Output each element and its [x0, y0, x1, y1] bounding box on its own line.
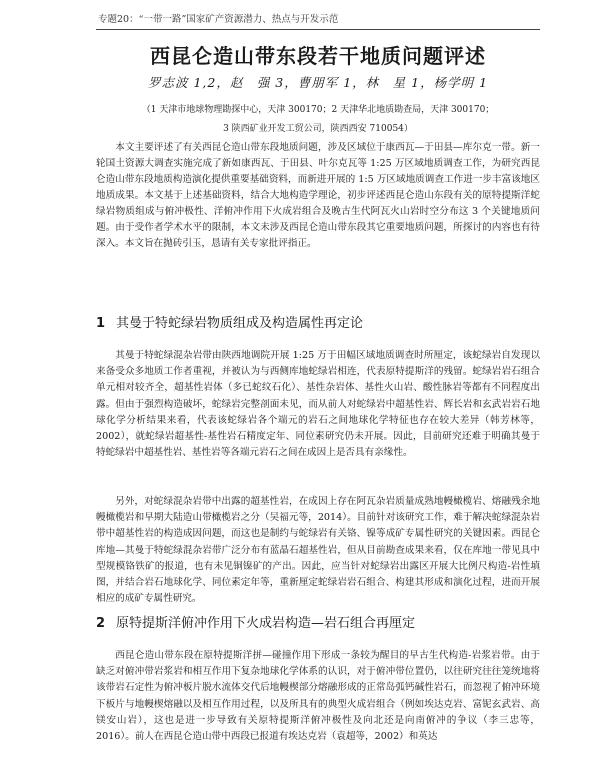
- section-number: 2: [96, 616, 106, 631]
- abstract-paragraph: 本文主要评述了有关西昆仑造山带东段地质问题，涉及区域位于康西瓦—于田县—库尔克一带。新一轮国土资源大调查实施完成了新如康西瓦、于田县、叶尔克瓦等 1:25 万区域地质调查工作，为研究西昆仑造山带东段地质构造演化提供重要基础资料，而新进开展的 1:5 万区域地质调查工作进一步丰富该地区地质成果。本文基于上述基础资料，结合大地构造学理论，初步评述西昆仑造山东段有关的原特提斯洋蛇绿岩物质组成与俯冲极性、洋俯冲作用下火成岩组合及晚古生代阿瓦火山岩时空分布这 3 个关键地质问题。由于受作者学术水平的限制，本文未涉及西昆仑造山带东段其它重要地质问题，所探讨的内容也有待深入。本文旨在抛砖引玉，恳请有关专家批评指正。: [96, 142, 540, 249]
- affiliation-line-1: （1 天津市地球物理勘探中心，天津 300170；2 天津华北地质勘查局，天津 300170；: [141, 105, 495, 115]
- running-head: 专题20：“一带一路”国家矿产资源潜力、热点与开发示范: [98, 14, 339, 25]
- paper-title: 西昆仑造山带东段若干地质问题评述: [150, 44, 486, 68]
- section-title: 其曼于特蛇绿岩物质组成及构造属性再定论: [116, 316, 364, 331]
- author-list: 罗志波 1,2，赵 强 3，曹朋军 1，林 星 1，杨学明 1: [147, 75, 489, 90]
- section-heading-2: [96, 612, 540, 631]
- affiliation-line-2: 3 陕西矿业开发工贸公司，陕西西安 710054）: [223, 124, 413, 134]
- section-title: 原特提斯洋俯冲作用下火成岩构造—岩石组合再厘定: [116, 616, 416, 631]
- section-heading-1: [96, 312, 540, 331]
- body-paragraph: 西昆仑造山带东段在原特提斯洋拼—碰撞作用下形成一条较为醒目的早古生代构造-岩浆岩带。由于缺乏对俯冲带岩浆岩和相互作用下复杂地球化学体系的认识，对于俯冲带位置仍，以往研究往往笼统地将该带岩石定性为俯冲板片脱水流体交代后地幔楔部分熔融形成的正常岛弧钙碱性岩石，而忽视了俯冲环境下板片与地幔楔熔融以及相互作用过程，以及所具有的典型火成岩组合（例如埃达克岩、富铌玄武岩、高镁安山岩），这也是进一步导致有关原特提斯洋俯冲极性及向北还是向南俯冲的争议（李三忠等，2016）。前人在西昆仑造山带中西段已报道有埃达克岩（袁超等，2002）和英达: [96, 650, 540, 743]
- section-number: 1: [96, 316, 106, 331]
- header-rule: [96, 29, 540, 30]
- body-paragraph: 另外，对蛇绿混杂岩带中出露的超基性岩，在成因上存在阿瓦杂岩质量成熟地幔橄榄岩、熔融残余地幔橄榄岩和早期大陆造山带橄榄岩之分（吴福元等，2014）。目前针对该研究工作，难于解决蛇绿混杂岩带中超基性岩的构造成因问题，而这也是制约与蛇绿岩有关铬、镍等成矿专属性研究的关键因素。西昆仑库地—其曼于特蛇绿混杂岩带广泛分布有蓝晶石超基性岩，但从目前勘查成果来看，仅在库地一带见具中型规模铬铁矿的报道，也有未见铜镍矿的产出。因此，应当针对蛇绿岩出露区开展大比例尺构造-岩性填图，并结合岩石地球化学、同位素定年等，重新厘定蛇绿岩岩石组合、构建其形成和演化过程，进而开展相应的成矿专属性研究。: [96, 496, 540, 605]
- body-paragraph: 其曼于特蛇绿混杂岩带由陕西地调院开展 1:25 万于田幅区域地质调查时所厘定，该蛇绿岩自发现以来备受众多地质工作者重视，并被认为与西侧库地蛇绿岩相连，代表原特提斯洋的残留。蛇绿岩岩石组合单元相对较齐全，超基性岩体（多已蛇纹石化）、基性杂岩体、基性火山岩、酸性脉岩等都有不同程度出露。但由于强烈构造破坏，蛇绿岩完整剖面未见，而从前人对蛇绿岩中超基性岩、辉长岩和玄武岩岩石地球化学分析结果来看，代表该蛇绿岩各个端元的岩石之间地球化学特征也存在较大差异（韩芳林等，2002），就蛇绿岩超基性-基性岩石精度定年、同位素研究仍未开展。因此，目前研究还难于明确其曼于特蛇绿岩中超基性岩、基性岩等各端元岩石之间在成因上是否具有亲缘性。: [96, 350, 540, 459]
